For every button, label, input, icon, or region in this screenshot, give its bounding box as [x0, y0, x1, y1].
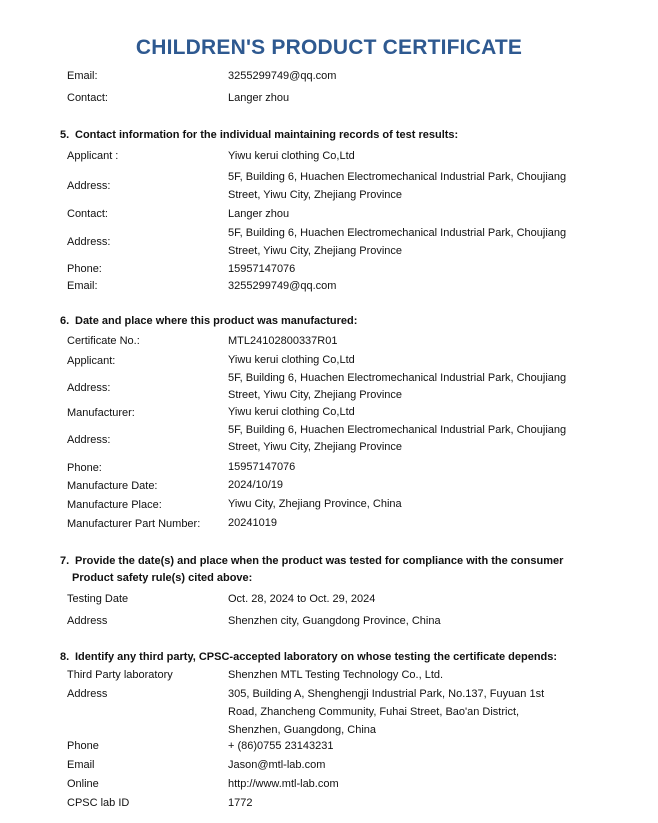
s5-contact-label: Contact:: [67, 208, 108, 220]
s7-address-label: Address: [67, 615, 108, 627]
s8-address-label: Address: [67, 688, 108, 700]
s5-address-line1: 5F, Building 6, Huachen Electromechanical Industrial Park, Choujiang: [228, 171, 567, 183]
s5-contact-value: Langer zhou: [228, 208, 290, 220]
s8-lab-label: Third Party laboratory: [67, 669, 173, 681]
s7-testing-date-label: Testing Date: [67, 593, 129, 605]
s7-testing-date-value: Oct. 28, 2024 to Oct. 29, 2024: [228, 593, 376, 605]
s6-applicant-label: Applicant:: [67, 355, 116, 367]
section-8-heading-text: Identify any third party, CPSC-accepted laboratory on whose testing the certificate depends:: [75, 651, 558, 663]
s6-certificate-value: MTL24102800337R01: [228, 335, 338, 347]
email-value: 3255299749@qq.com: [228, 70, 337, 82]
s8-cpsc-label: CPSC lab ID: [67, 797, 130, 809]
s5-email-value: 3255299749@qq.com: [228, 280, 337, 292]
s5-phone-label: Phone:: [67, 263, 102, 275]
s6-phone-label: Phone:: [67, 462, 102, 474]
section-6-heading-text: Date and place where this product was manufactured:: [75, 315, 358, 327]
s8-address-line1: 305, Building A, Shenghengji Industrial Park, No.137, Fuyuan 1st: [228, 688, 545, 700]
s8-email-label: Email: [67, 759, 95, 771]
s5-address2-label: Address:: [67, 236, 111, 248]
s6-part-label: Manufacturer Part Number:: [67, 518, 201, 530]
s5-address2-line1: 5F, Building 6, Huachen Electromechanical Industrial Park, Choujiang: [228, 227, 567, 239]
contact-label: Contact:: [67, 92, 108, 104]
email-label: Email:: [67, 70, 98, 82]
section-7-number: 7.: [60, 555, 70, 567]
s7-address-value: Shenzhen city, Guangdong Province, China: [228, 615, 441, 627]
s6-date-label: Manufacture Date:: [67, 480, 158, 492]
s5-applicant-value: Yiwu kerui clothing Co,Ltd: [228, 150, 355, 162]
s6-address-line1: 5F, Building 6, Huachen Electromechanical Industrial Park, Choujiang: [228, 372, 567, 384]
s8-email-value: Jason@mtl-lab.com: [228, 759, 326, 771]
s8-online-value: http://www.mtl-lab.com: [228, 778, 339, 790]
s8-address-line2: Road, Zhancheng Community, Fuhai Street, Bao'an District,: [228, 706, 520, 718]
s8-online-label: Online: [67, 778, 99, 790]
s6-address2-line1: 5F, Building 6, Huachen Electromechanical Industrial Park, Choujiang: [228, 424, 567, 436]
s6-manufacturer-value: Yiwu kerui clothing Co,Ltd: [228, 406, 355, 418]
s8-phone-value: + (86)0755 23143231: [228, 740, 334, 752]
s5-address-line2: Street, Yiwu City, Zhejiang Province: [228, 189, 403, 201]
s6-certificate-label: Certificate No.:: [67, 335, 140, 347]
s6-date-value: 2024/10/19: [228, 479, 284, 491]
section-7-heading-line2: Product safety rule(s) cited above:: [72, 572, 253, 584]
s5-address2-line2: Street, Yiwu City, Zhejiang Province: [228, 245, 403, 257]
section-6-heading: [60, 313, 357, 330]
s5-email-label: Email:: [67, 280, 98, 292]
s6-address2-label: Address:: [67, 434, 111, 446]
section-8-heading: [60, 649, 557, 666]
s6-address-line2: Street, Yiwu City, Zhejiang Province: [228, 389, 403, 401]
s6-place-value: Yiwu City, Zhejiang Province, China: [228, 498, 402, 510]
s5-applicant-label: Applicant :: [67, 150, 119, 162]
section-7-heading: [60, 553, 563, 570]
s6-manufacturer-label: Manufacturer:: [67, 407, 135, 419]
s8-address-line3: Shenzhen, Guangdong, China: [228, 724, 377, 736]
s6-address-label: Address:: [67, 382, 111, 394]
contact-value: Langer zhou: [228, 92, 290, 104]
section-6-number: 6.: [60, 315, 70, 327]
s5-phone-value: 15957147076: [228, 263, 296, 275]
document-title: CHILDREN'S PRODUCT CERTIFICATE: [135, 36, 523, 59]
section-5-number: 5.: [60, 129, 70, 141]
s6-part-value: 20241019: [228, 517, 277, 529]
s6-address2-line2: Street, Yiwu City, Zhejiang Province: [228, 441, 403, 453]
section-8-number: 8.: [60, 651, 70, 663]
s6-phone-value: 15957147076: [228, 461, 296, 473]
s8-cpsc-value: 1772: [228, 797, 253, 809]
s6-applicant-value: Yiwu kerui clothing Co,Ltd: [228, 354, 355, 366]
s5-address-label: Address:: [67, 180, 111, 192]
section-7-heading-line1: Provide the date(s) and place when the product was tested for compliance with the consumer: [75, 555, 564, 567]
s6-place-label: Manufacture Place:: [67, 499, 162, 511]
s8-phone-label: Phone: [67, 740, 99, 752]
section-5-heading: [60, 127, 458, 144]
s8-lab-value: Shenzhen MTL Testing Technology Co., Ltd.: [228, 669, 444, 681]
section-5-heading-text: Contact information for the individual maintaining records of test results:: [75, 129, 459, 141]
